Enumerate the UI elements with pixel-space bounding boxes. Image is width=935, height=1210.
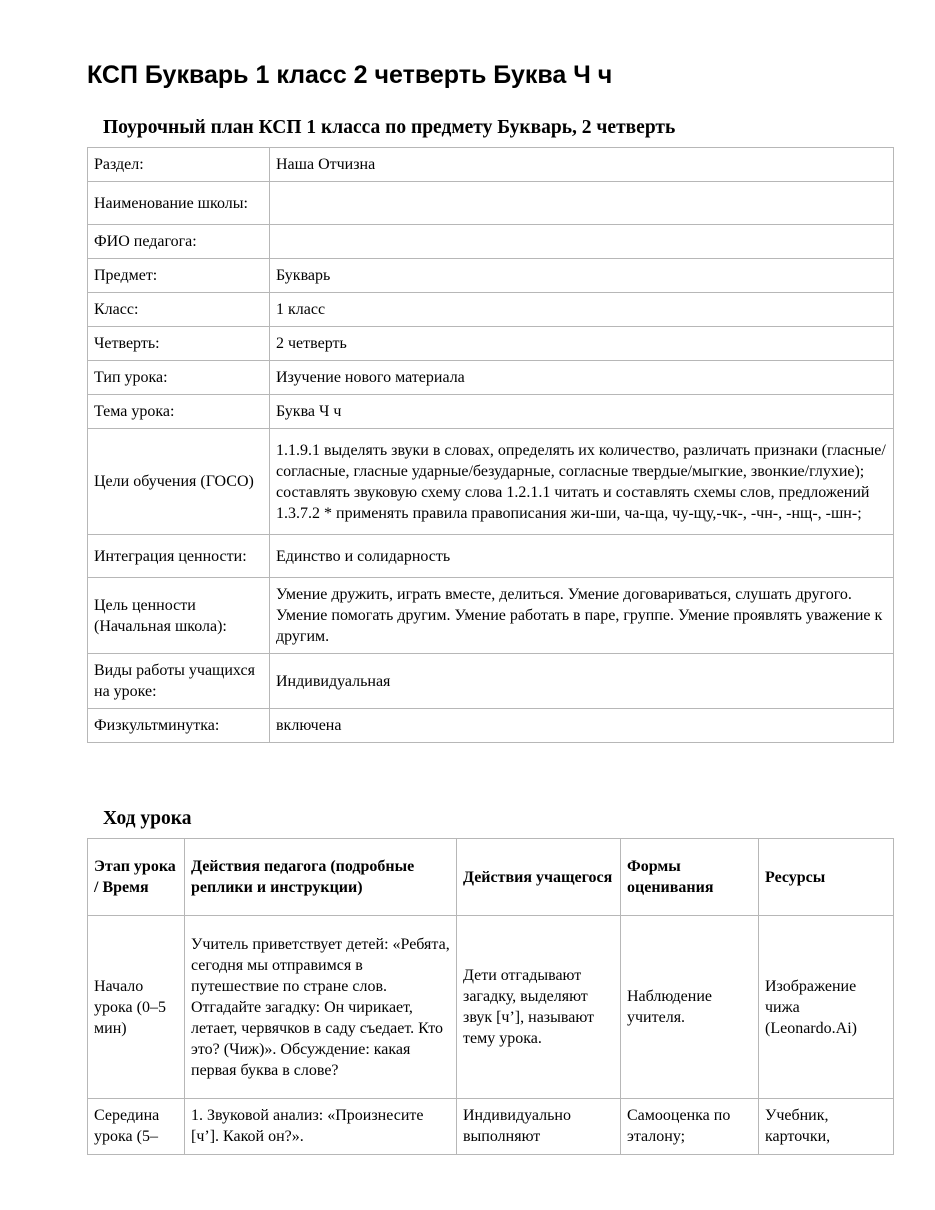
- lesson-course-table: [87, 838, 894, 1155]
- info-value: 1 класс: [270, 293, 894, 327]
- column-header-student-actions: Действия учащегося: [457, 839, 621, 916]
- info-value: 2 четверть: [270, 327, 894, 361]
- info-row-subject: [88, 259, 894, 293]
- table-row: [88, 1099, 894, 1155]
- info-label: Цель ценности (Начальная школа):: [88, 578, 270, 654]
- info-label: Интеграция ценности:: [88, 535, 270, 578]
- info-label: ФИО педагога:: [88, 225, 270, 259]
- resources-cell: Изображение чижа (Leonardo.Ai): [759, 916, 894, 1099]
- column-header-stage: Этап урока / Время: [88, 839, 185, 916]
- info-label: Физкультминутка:: [88, 709, 270, 743]
- plan-heading: Поурочный план КСП 1 класса по предмету Букварь, 2 четверть: [103, 117, 676, 138]
- resources-cell: Учебник, карточки,: [759, 1099, 894, 1155]
- info-row-school: [88, 182, 894, 225]
- info-label: Класс:: [88, 293, 270, 327]
- info-row-values: [88, 535, 894, 578]
- info-row-lesson-type: [88, 361, 894, 395]
- column-header-assessment: Формы оценивания: [621, 839, 759, 916]
- info-value: [270, 182, 894, 225]
- info-row-section: [88, 148, 894, 182]
- info-label: Тип урока:: [88, 361, 270, 395]
- info-value: Буква Ч ч: [270, 395, 894, 429]
- assessment-cell: Самооценка по эталону;: [621, 1099, 759, 1155]
- info-value: 1.1.9.1 выделять звуки в словах, определять их количество, различать признаки (гласные/ согласные, гласные ударные/безударные, согласные твердые/мыгкие, звонкие/глухие); составлять звуковую схему слова 1.2.1.1 читать и составлять схемы слов, предложений 1.3.7.2 * применять правила правописания жи-ши, ча-ща, чу-щу,-чк-, -чн-, -нщ-, -шн-;: [270, 429, 894, 535]
- info-label: Виды работы учащихся на уроке:: [88, 654, 270, 709]
- stage-cell: Середина урока (5–: [88, 1099, 185, 1155]
- info-value: Наша Отчизна: [270, 148, 894, 182]
- info-row-value-goal: [88, 578, 894, 654]
- student-actions-cell: Индивидуально выполняют: [457, 1099, 621, 1155]
- info-row-learning-goals: [88, 429, 894, 535]
- column-header-teacher-actions: Действия педагога (подробные реплики и инструкции): [185, 839, 457, 916]
- info-label: Раздел:: [88, 148, 270, 182]
- column-header-resources: Ресурсы: [759, 839, 894, 916]
- document-title: КСП Букварь 1 класс 2 четверть Буква Ч ч: [87, 61, 613, 89]
- assessment-cell: Наблюдение учителя.: [621, 916, 759, 1099]
- info-row-quarter: [88, 327, 894, 361]
- info-label: Цели обучения (ГОСО): [88, 429, 270, 535]
- lesson-table-header: [88, 839, 894, 916]
- info-value: Умение дружить, играть вместе, делиться. Умение договариваться, слушать другого. Умение помогать другим. Умение работать в паре, группе. Умение проявлять уважение к другим.: [270, 578, 894, 654]
- info-value: Букварь: [270, 259, 894, 293]
- info-row-teacher: [88, 225, 894, 259]
- info-label: Предмет:: [88, 259, 270, 293]
- info-label: Наименование школы:: [88, 182, 270, 225]
- teacher-actions-cell: Учитель приветствует детей: «Ребята, сегодня мы отправимся в путешествие по стране слов. Отгадайте загадку: Он чирикает, летает, червячков в саду съедает. Кто это? (Чиж)». Обсуждение: какая первая буква в слове?: [185, 916, 457, 1099]
- course-heading: Ход урока: [103, 808, 192, 829]
- stage-cell: Начало урока (0–5 мин): [88, 916, 185, 1099]
- info-row-grade: [88, 293, 894, 327]
- info-value: Индивидуальная: [270, 654, 894, 709]
- teacher-actions-cell: 1. Звуковой анализ: «Произнесите [ч’]. Какой он?».: [185, 1099, 457, 1155]
- info-row-lesson-topic: [88, 395, 894, 429]
- info-value: Единство и солидарность: [270, 535, 894, 578]
- lesson-info-table: [87, 147, 894, 743]
- info-value: [270, 225, 894, 259]
- info-label: Четверть:: [88, 327, 270, 361]
- info-value: Изучение нового материала: [270, 361, 894, 395]
- info-row-work-types: [88, 654, 894, 709]
- table-row: [88, 916, 894, 1099]
- info-value: включена: [270, 709, 894, 743]
- student-actions-cell: Дети отгадывают загадку, выделяют звук [ч’], называют тему урока.: [457, 916, 621, 1099]
- info-label: Тема урока:: [88, 395, 270, 429]
- info-row-physical-break: [88, 709, 894, 743]
